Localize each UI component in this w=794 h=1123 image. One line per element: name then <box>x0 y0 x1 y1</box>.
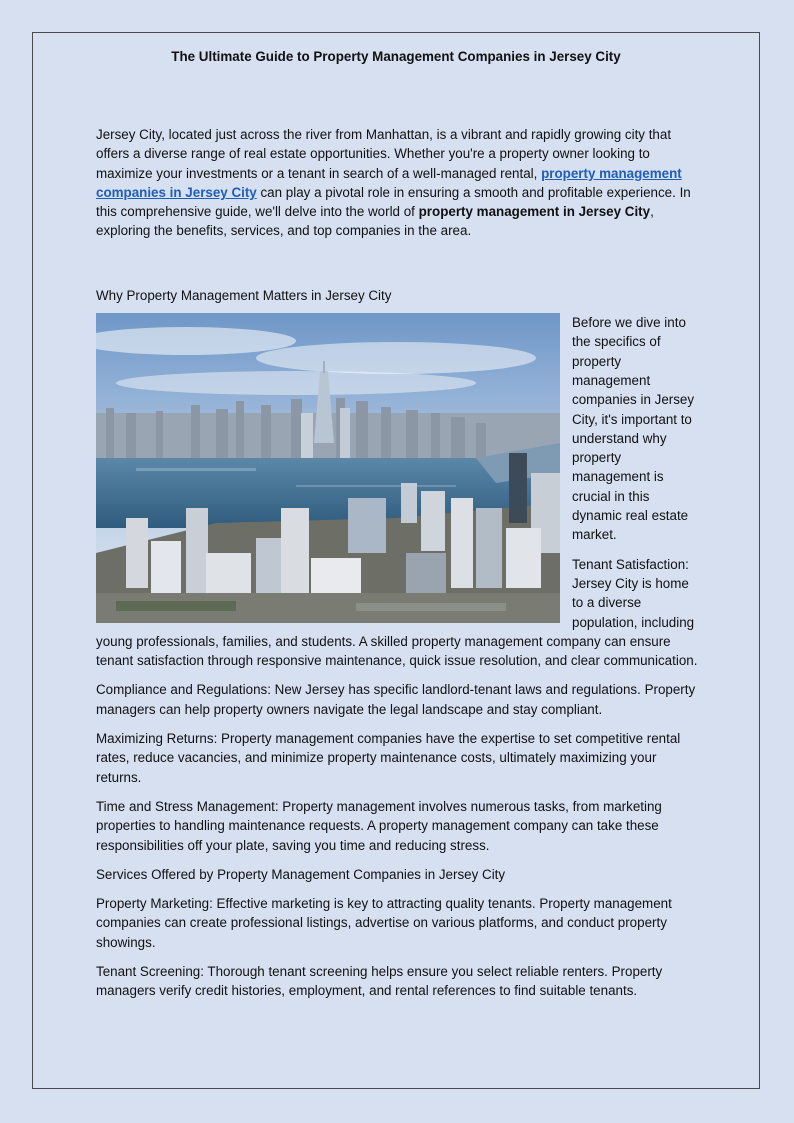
paragraph-property-marketing: Property Marketing: Effective marketing is key to attracting quality tenants. Property management companies can create professional listings, advertise on various platforms, and conduct property showings. <box>96 896 672 950</box>
section-heading-why: Why Property Management Matters in Jersey City <box>96 287 392 303</box>
intro-text-1: Jersey City, located just across the river from Manhattan, is a vibrant and rapidly growing city that offers a diverse range of real estate opportunities. Whether you're a property owner looking to maximize your investments or a tenant in search of a well-managed rental, <box>96 127 672 181</box>
document-page <box>32 32 760 1089</box>
paragraph-tenant-screening: Tenant Screening: Thorough tenant screening helps ensure you select reliable renters. Property managers verify credit histories, employment, and rental references to find suitable tenants. <box>96 963 663 999</box>
intro-bold-text: property management in Jersey City <box>418 204 651 220</box>
property-management-link[interactable]: property management companies in Jersey City <box>96 165 682 200</box>
document-body <box>96 125 702 1011</box>
intro-text-3: , exploring the benefits, services, and top companies in the area. <box>96 204 654 239</box>
document-title: The Ultimate Guide to Property Management Companies in Jersey City <box>171 49 621 64</box>
paragraph-tenant-satisfaction: Tenant Satisfaction: Jersey City is home to a diverse population, including young professionals, families, and students. A skilled property management company can ensure tenant satisfaction through responsive maintenance, quick issue resolution, and clear communication. <box>96 556 698 669</box>
intro-paragraph <box>96 125 702 241</box>
section-heading-services: Services Offered by Property Management Companies in Jersey City <box>96 866 506 882</box>
paragraph-time-stress: Time and Stress Management: Property management involves numerous tasks, from marketing properties to handling maintenance requests. A property management company can take these responsibilities off your plate, saving you time and reducing stress. <box>96 798 662 853</box>
city-aerial-image <box>96 313 560 623</box>
intro-text-2: can play a pivotal role in ensuring a smooth and profitable experience. In this comprehensive guide, we'll delve into the world of <box>96 184 691 220</box>
paragraph-maximizing-returns: Maximizing Returns: Property management companies have the expertise to set competitive rental rates, reduce vacancies, and minimize property maintenance costs, ultimately maximizing your returns. <box>96 731 681 785</box>
paragraph-compliance: Compliance and Regulations: New Jersey has specific landlord-tenant laws and regulations. Property managers can help property owners navigate the legal landscape and stay compliant. <box>96 682 696 717</box>
paragraph-before-dive: Before we dive into the specifics of property management companies in Jersey City, it's important to understand why property management is crucial in this dynamic real estate market. <box>572 315 695 543</box>
